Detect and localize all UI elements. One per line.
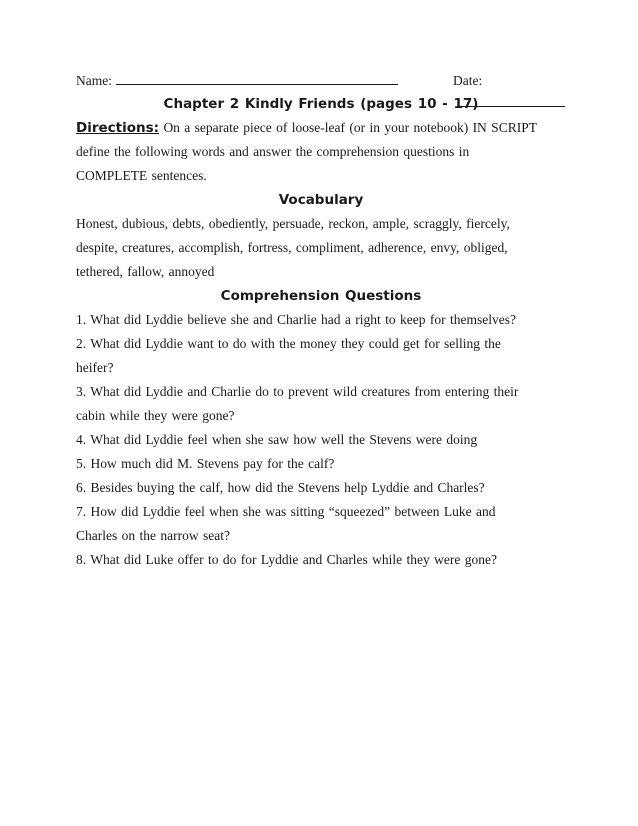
question-line-5: cabin while they were gone? [76,408,235,423]
directions-label: Directions: [76,120,160,136]
question-line-3: heifer? [76,360,114,375]
vocabulary-heading: Vocabulary [278,192,364,208]
date-field [453,70,566,114]
directions-line-2: define the following words and answer the comprehension questions in [76,144,470,159]
vocabulary-line-2: despite, creatures, accomplish, fortress, compliment, adherence, envy, obliged, [76,240,508,255]
question-line-6: 4. What did Lyddie feel when she saw how well the Stevens were doing [76,432,478,447]
name-label: Name: [76,73,112,88]
question-line-2: 2. What did Lyddie want to do with the money they could get for selling the [76,336,501,351]
question-line-9: 7. How did Lyddie feel when she was sitting “squeezed” between Luke and [76,504,496,519]
header-row [76,70,566,92]
worksheet-page [76,70,566,572]
question-line-10: Charles on the narrow seat? [76,528,230,543]
date-blank-line [457,94,565,107]
vocabulary-line-3: tethered, fallow, annoyed [76,264,215,279]
question-line-7: 5. How much did M. Stevens pay for the calf? [76,456,335,471]
name-blank-line [116,72,398,85]
question-line-11: 8. What did Luke offer to do for Lyddie and Charles while they were gone? [76,552,498,567]
date-label: Date: [453,73,483,88]
question-line-1: 1. What did Lyddie believe she and Charlie had a right to keep for themselves? [76,312,516,327]
question-line-8: 6. Besides buying the calf, how did the Stevens help Lyddie and Charles? [76,480,485,495]
comprehension-heading: Comprehension Questions [220,288,422,304]
vocabulary-line-1: Honest, dubious, debts, obediently, persuade, reckon, ample, scraggly, fiercely, [76,216,510,231]
directions-line-1 [76,116,566,140]
page-title: Chapter 2 Kindly Friends (pages 10 - 17) [163,96,479,112]
directions-line-3: COMPLETE sentences. [76,168,207,183]
directions-text: On a separate piece of loose-leaf (or in your notebook) IN SCRIPT [163,120,537,135]
question-line-4: 3. What did Lyddie and Charlie do to prevent wild creatures from entering their [76,384,519,399]
name-field [76,70,398,92]
